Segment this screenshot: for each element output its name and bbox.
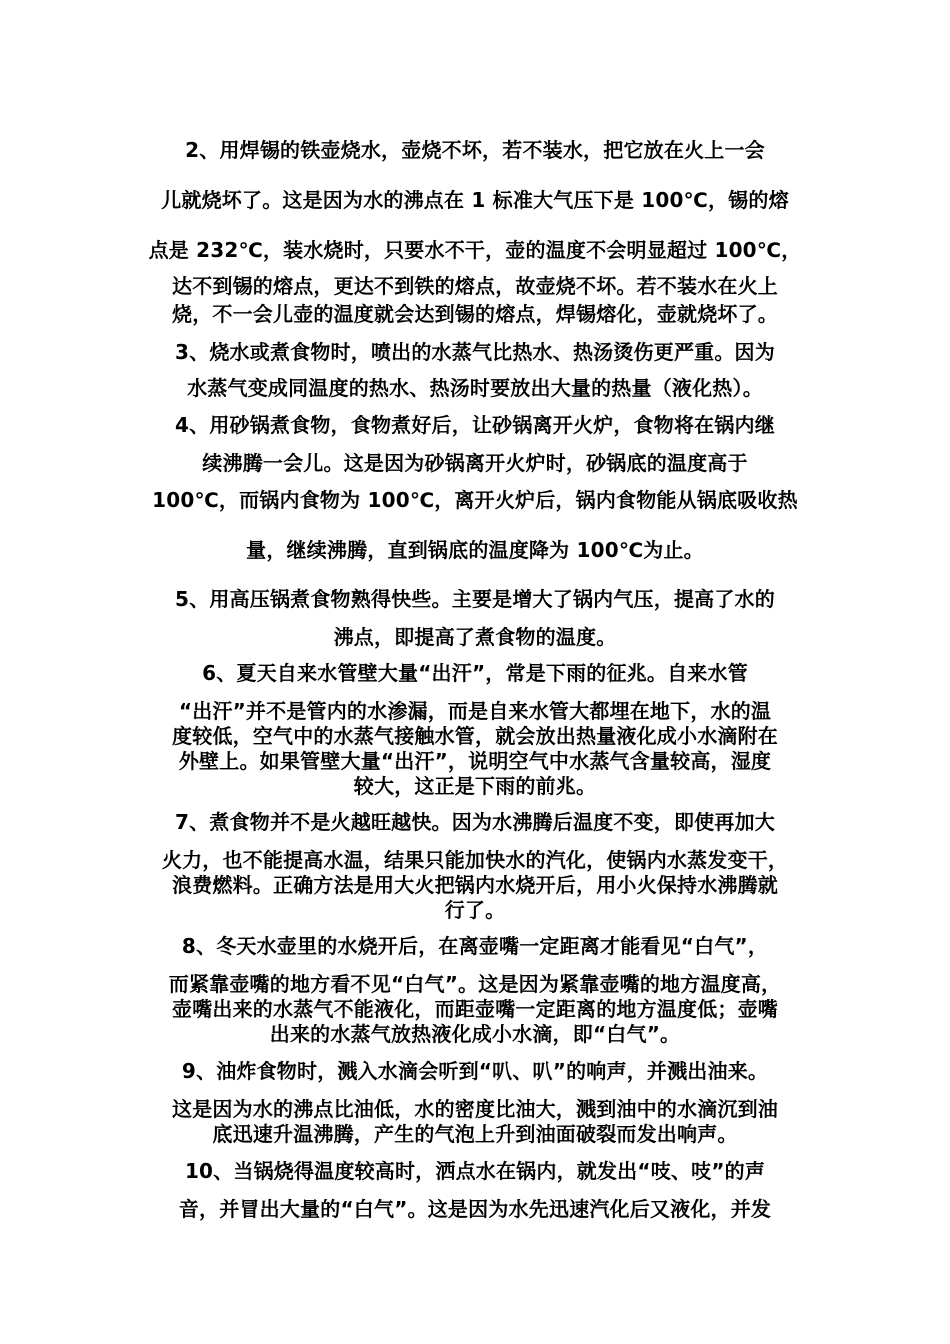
text-line: 行了。	[444, 898, 506, 922]
text-line: 3、烧水或煮食物时，喷出的水蒸气比热水、热汤烫伤更严重。因为	[175, 340, 775, 364]
text-line: 沸点，即提高了煮食物的温度。	[333, 625, 617, 649]
text-line: 5、用高压锅煮食物熟得快些。主要是增大了锅内气压，提高了水的	[175, 587, 775, 611]
text-line: 100℃，而锅内食物为 100℃，离开火炉后，锅内食物能从锅底吸收热	[152, 488, 798, 512]
text-line: 浪费燃料。正确方法是用大火把锅内水烧开后，用小火保持水沸腾就	[172, 873, 778, 897]
text-line: 音，并冒出大量的“白气”。这是因为水先迅速汽化后又液化，并发	[178, 1197, 772, 1221]
text-line: 这是因为水的沸点比油低，水的密度比油大，溅到油中的水滴沉到油	[172, 1097, 778, 1121]
text-line: 较大，这正是下雨的前兆。	[353, 774, 597, 798]
text-line: 底迅速升温沸腾，产生的气泡上升到油面破裂而发出响声。	[212, 1122, 738, 1146]
text-line: 出来的水蒸气放热液化成小水滴，即“白气”。	[269, 1022, 681, 1046]
text-line: 6、夏天自来水管壁大量“出汗”，常是下雨的征兆。自来水管	[202, 661, 748, 685]
text-line: 2、用焊锡的铁壶烧水，壶烧不坏，若不装水，把它放在火上一会	[185, 138, 765, 162]
text-line: 点是 232℃，装水烧时，只要水不干，壶的温度不会明显超过 100℃，	[148, 238, 802, 262]
text-line: 而紧靠壶嘴的地方看不见“白气”。这是因为紧靠壶嘴的地方温度高，	[168, 972, 782, 996]
text-line: 水蒸气变成同温度的热水、热汤时要放出大量的热量（液化热）。	[187, 376, 763, 400]
text-line: 9、油炸食物时，溅入水滴会听到“叭、叭”的响声，并溅出油来。	[181, 1059, 769, 1083]
text-line: 度较低，空气中的水蒸气接触水管，就会放出热量液化成小水滴附在	[172, 724, 778, 748]
text-line: 4、用砂锅煮食物，食物煮好后，让砂锅离开火炉，食物将在锅内继	[175, 413, 775, 437]
text-line: 儿就烧坏了。这是因为水的沸点在 1 标准大气压下是 100℃，锡的熔	[161, 188, 789, 212]
text-line: 量，继续沸腾，直到锅底的温度降为 100℃为止。	[246, 538, 704, 562]
text-line: 达不到锡的熔点，更达不到铁的熔点，故壶烧不坏。若不装水在火上	[172, 274, 778, 298]
text-line: 火力，也不能提高水温，结果只能加快水的汽化，使锅内水蒸发变干，	[161, 848, 789, 872]
text-line: 7、煮食物并不是火越旺越快。因为水沸腾后温度不变，即使再加大	[175, 810, 775, 834]
text-line: “出汗”并不是管内的水渗漏，而是自来水管大都埋在地下，水的温	[178, 699, 772, 723]
text-line: 10、当锅烧得温度较高时，洒点水在锅内，就发出“吱、吱”的声	[184, 1159, 766, 1183]
text-line: 烧，不一会儿壶的温度就会达到锡的熔点，焊锡熔化，壶就烧坏了。	[172, 302, 778, 326]
text-line: 壶嘴出来的水蒸气不能液化，而距壶嘴一定距离的地方温度低；壶嘴	[172, 997, 778, 1021]
text-line: 8、冬天水壶里的水烧开后，在离壶嘴一定距离才能看见“白气”，	[181, 934, 769, 958]
text-line: 续沸腾一会儿。这是因为砂锅离开火炉时，砂锅底的温度高于	[202, 451, 748, 475]
text-line: 外壁上。如果管壁大量“出汗”，说明空气中水蒸气含量较高，湿度	[178, 749, 772, 773]
